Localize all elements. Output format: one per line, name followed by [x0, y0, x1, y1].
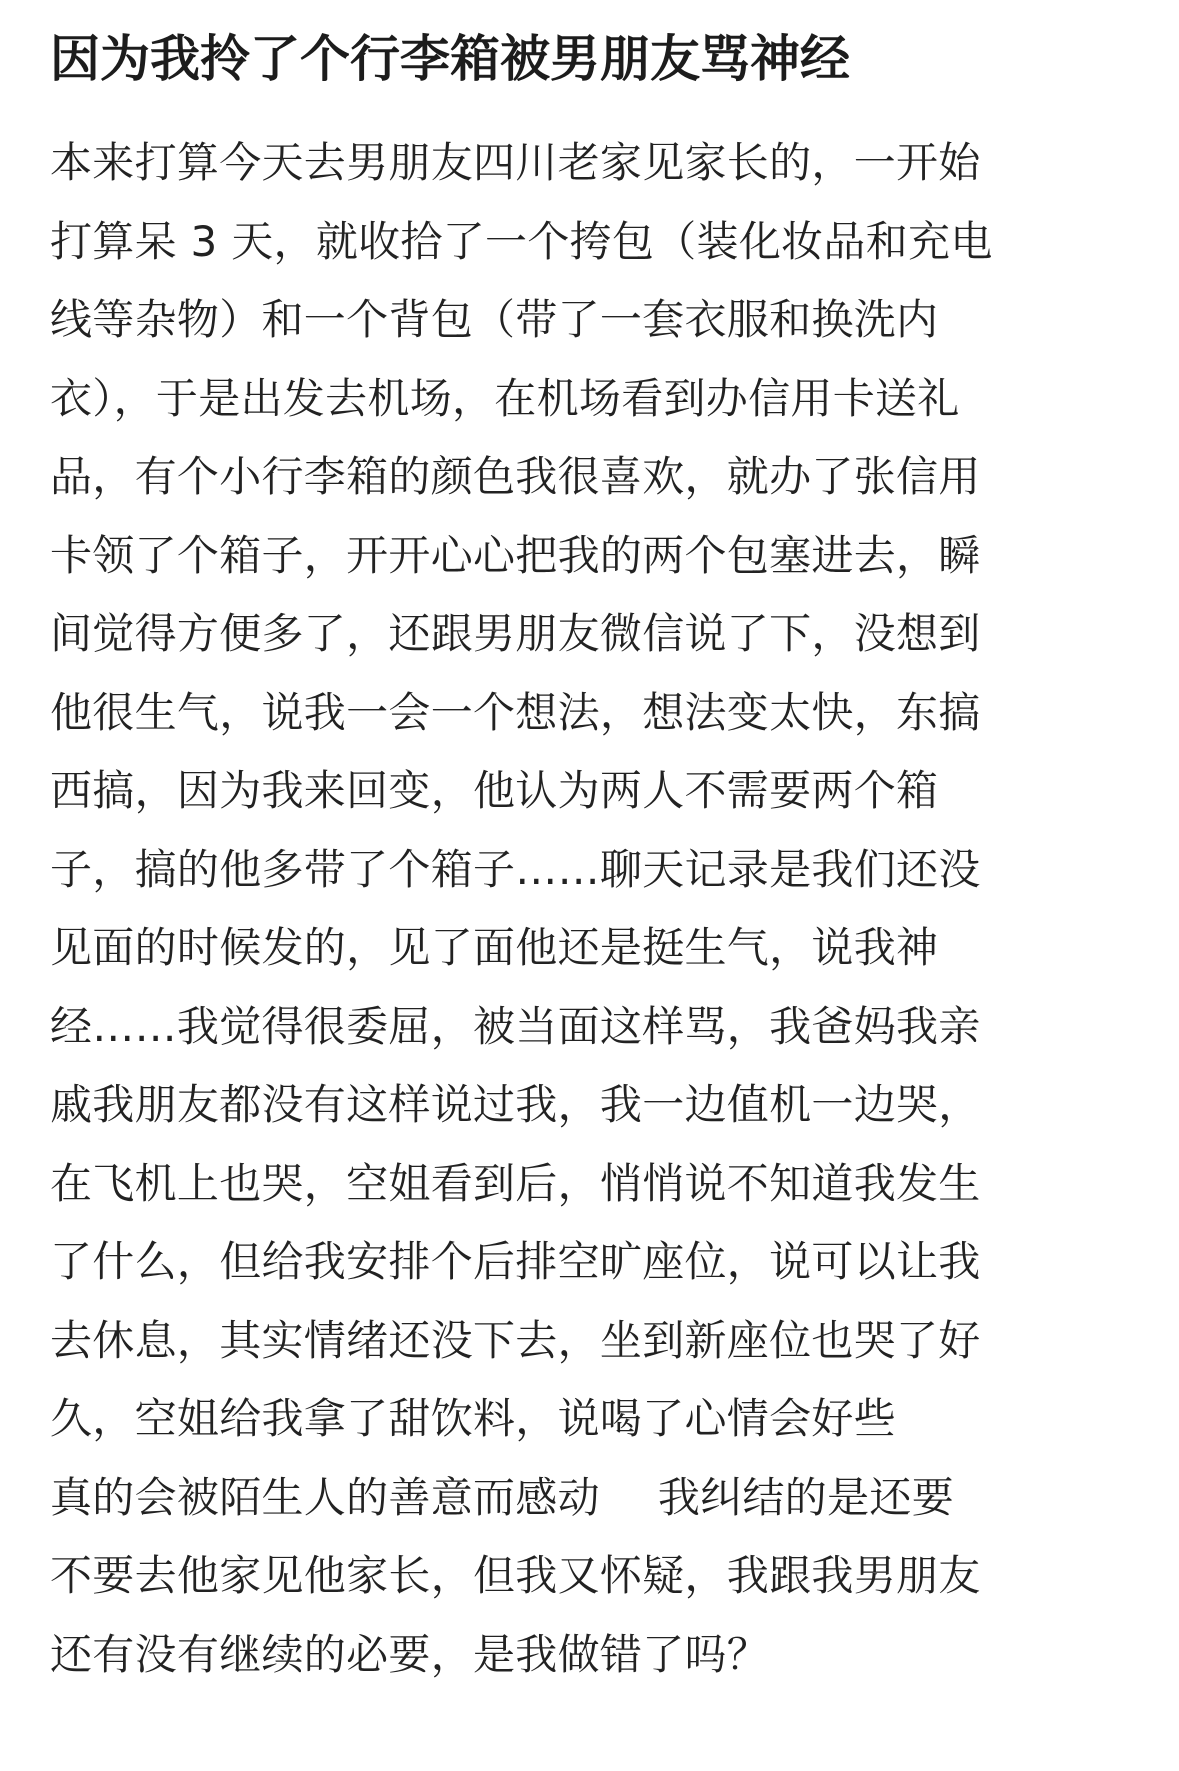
body-line: 线等杂物）和一个背包（带了一套衣服和换洗内: [50, 295, 939, 344]
body-line: 在飞机上也哭，空姐看到后，悄悄说不知道我发生: [50, 1158, 981, 1208]
post-title: 因为我拎了个行李箱被男朋友骂神经: [50, 30, 850, 88]
body-line-split: [50, 1459, 1130, 1538]
body-line-split-left: 真的会被陌生人的善意而感动: [50, 1472, 600, 1522]
body-line: 经……我觉得很委屈，被当面这样骂，我爸妈我亲: [50, 1001, 981, 1051]
body-line-split-right: 我纠结的是还要: [657, 1472, 955, 1522]
body-line: 西搞，因为我来回变，他认为两人不需要两个箱: [50, 766, 939, 815]
body-line: 了什么，但给我安排个后排空旷座位，说可以让我: [50, 1237, 981, 1286]
body-line: 本来打算今天去男朋友四川老家见家长的，一开始: [50, 138, 981, 187]
body-line: 卡领了个箱子，开开心心把我的两个包塞进去，瞬: [50, 530, 981, 580]
body-line: 衣），于是出发去机场，在机场看到办信用卡送礼: [50, 373, 960, 423]
body-line: 还有没有继续的必要，是我做错了吗？: [50, 1629, 770, 1679]
body-line: 品，有个小行李箱的颜色我很喜欢，就办了张信用: [50, 452, 981, 501]
body-line: 戚我朋友都没有这样说过我，我一边值机一边哭，: [50, 1080, 981, 1129]
body-line: 不要去他家见他家长，但我又怀疑，我跟我男朋友: [50, 1551, 981, 1600]
body-line: 去休息，其实情绪还没下去，坐到新座位也哭了好: [50, 1315, 981, 1365]
body-line: 间觉得方便多了，还跟男朋友微信说了下，没想到: [50, 609, 981, 658]
body-line: 子，搞的他多带了个箱子……聊天记录是我们还没: [50, 844, 981, 894]
body-line: 见面的时候发的，见了面他还是挺生气，说我神: [50, 923, 939, 972]
body-line: 他很生气，说我一会一个想法，想法变太快，东搞: [50, 687, 981, 737]
body-line: 打算呆 3 天，就收拾了一个挎包（装化妆品和充电: [50, 216, 993, 266]
body-line: 久，空姐给我拿了甜饮料，说喝了心情会好些: [50, 1394, 897, 1443]
post-body: [50, 124, 1130, 1694]
post-content: [50, 22, 1130, 1694]
